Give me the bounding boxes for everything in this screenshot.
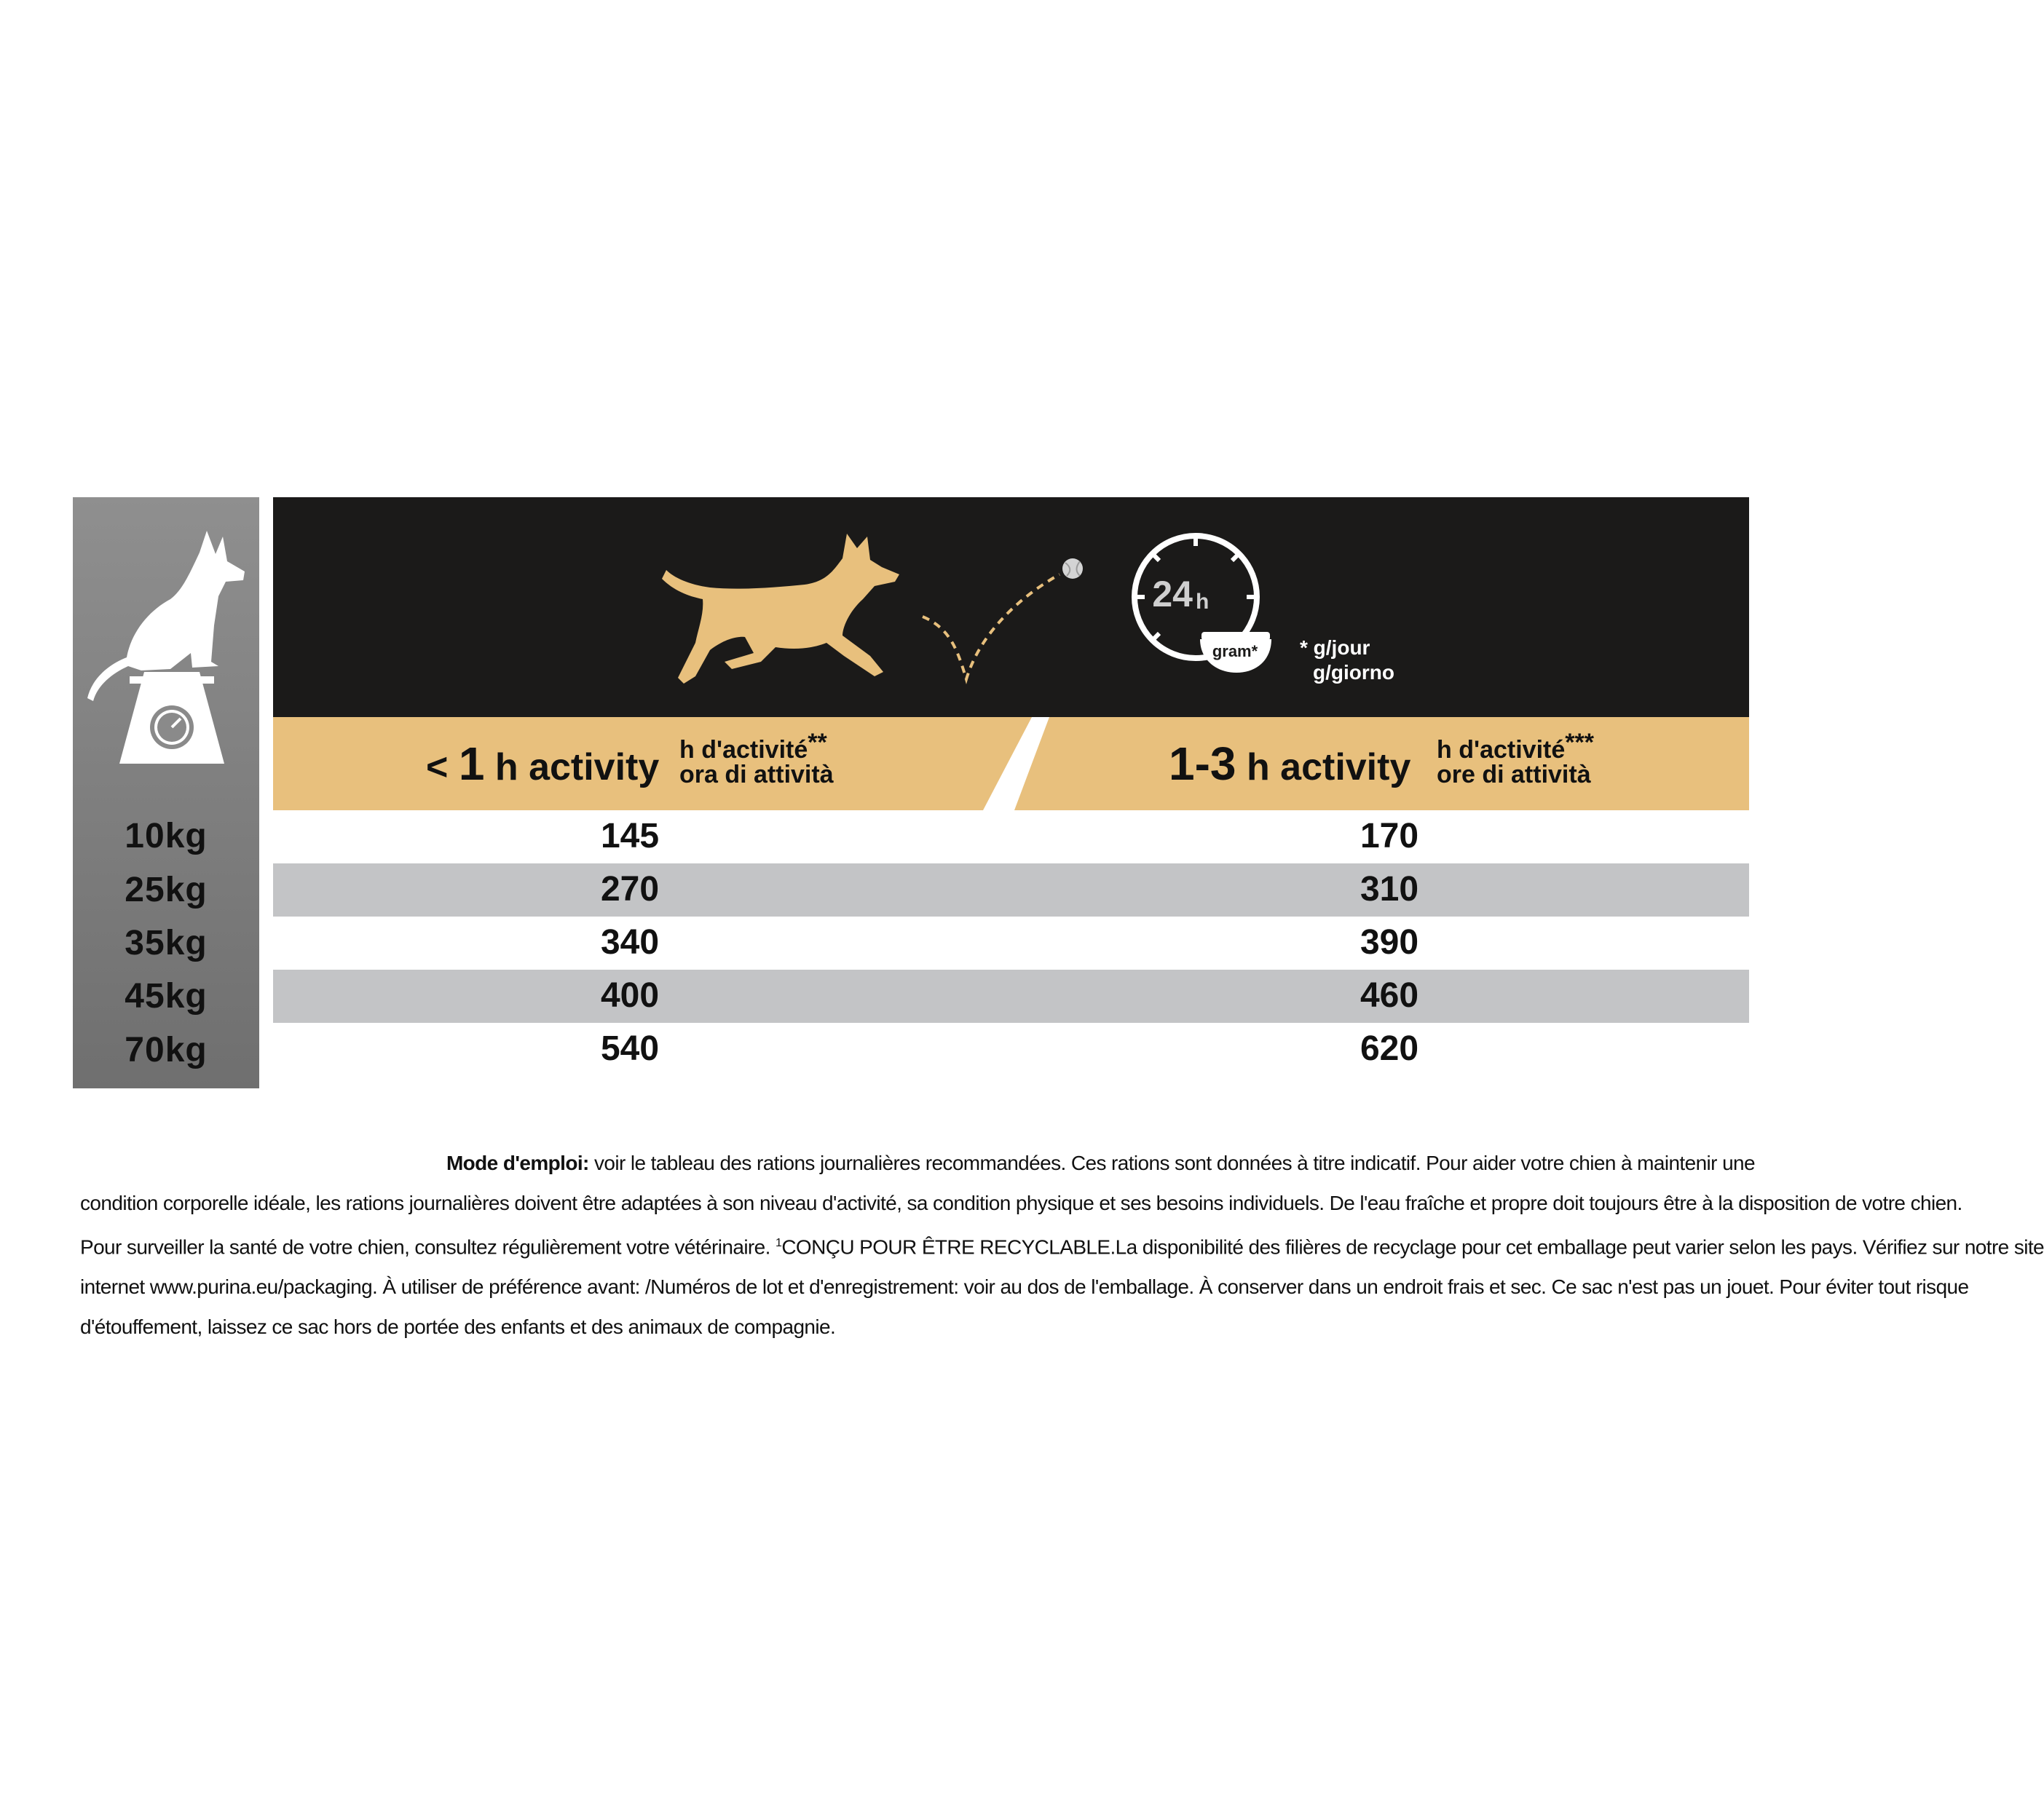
activity-low-translation <box>679 729 834 788</box>
instructions-line-1: voir le tableau des rations journalières recommandées. Ces rations sont données à titre indicatif. Pour aider votre chien à maintenir une <box>588 1152 1755 1174</box>
unit-label-jour: * g/jour <box>1300 636 1370 659</box>
ration-high: 390 <box>1360 923 1419 962</box>
table-row <box>273 970 1749 1023</box>
table-row <box>273 863 1749 917</box>
instructions-sup: 1 <box>776 1237 782 1249</box>
instructions-text <box>80 1143 2044 1347</box>
activity-low-prefix: < <box>426 746 459 788</box>
table-row <box>273 917 1749 970</box>
activity-low-stars: ** <box>808 729 827 756</box>
activity-high-translation <box>1437 729 1594 788</box>
activity-high-suffix: h activity <box>1236 746 1411 788</box>
activity-low-number: 1 <box>458 737 485 790</box>
instructions-line <box>80 1143 1755 1183</box>
bowl-label: gram* <box>1212 642 1258 660</box>
ration-low: 145 <box>600 817 660 855</box>
unit-label-giorno: g/giorno <box>1313 661 1394 684</box>
activity-low-it: ora di attività <box>679 761 834 788</box>
weight-label: 25kg <box>125 871 208 909</box>
ration-low: 270 <box>600 870 660 909</box>
instructions-recyclable: CONÇU POUR ÊTRE RECYCLABLE. <box>781 1235 1116 1259</box>
instructions-line <box>80 1223 2044 1267</box>
activity-low-title <box>426 737 660 790</box>
ration-low: 400 <box>600 976 660 1015</box>
weight-label: 35kg <box>125 924 208 962</box>
ration-low: 340 <box>600 923 660 962</box>
activity-high-number: 1-3 <box>1169 737 1236 790</box>
ration-high: 460 <box>1360 976 1419 1015</box>
instructions-line-4: internet www.purina.eu/packaging. À utiliser de préférence avant: /Numéros de lot et d'enregistrement: voir au dos de l'emballage. À conserver dans un endroit frais et sec. Ce sac n'est pas un jouet. Pour éviter tout risque <box>80 1275 1969 1299</box>
clock-24h-icon <box>1129 530 1289 683</box>
table-row <box>273 810 1749 863</box>
activity-low-suffix: h activity <box>484 746 660 788</box>
activity-low-fr: h d'activité <box>679 736 808 764</box>
ration-low: 540 <box>600 1029 660 1068</box>
activity-high-it: ore di attività <box>1437 761 1591 788</box>
weight-label: 70kg <box>125 1031 208 1069</box>
activity-high-fr: h d'activité <box>1437 736 1566 764</box>
instructions-line-5: d'étouffement, laissez ce sac hors de portée des enfants et des animaux de compagnie. <box>80 1315 836 1339</box>
weight-label: 10kg <box>125 817 208 855</box>
ration-high: 310 <box>1360 870 1419 909</box>
instructions-line-3b: La disponibilité des filières de recyclage pour cet emballage peut varier selon les pays. Vérifiez sur notre site <box>1115 1235 2044 1259</box>
activity-header <box>273 717 1749 810</box>
weight-sidebar <box>73 497 259 1088</box>
activity-high-title <box>1169 737 1411 790</box>
instructions-line-3a: Pour surveiller la santé de votre chien, consultez régulièrement votre vétérinaire. <box>80 1235 776 1259</box>
dog-on-scale-icon <box>83 523 250 771</box>
clock-24-text: 24 <box>1152 574 1193 614</box>
weight-label: 45kg <box>125 977 208 1016</box>
activity-high-stars: *** <box>1565 729 1594 756</box>
header-band <box>273 497 1749 717</box>
instructions-label: Mode d'emploi: <box>446 1152 589 1174</box>
ration-high: 620 <box>1360 1029 1419 1068</box>
running-dog-icon <box>652 526 1176 694</box>
instructions-line-2: condition corporelle idéale, les rations journalières doivent être adaptées à son niveau d'activité, sa condition physique et ses besoins individuels. De l'eau fraîche et propre doit toujours être à la disposition de votre chien. <box>80 1192 1962 1214</box>
ration-high: 170 <box>1360 817 1419 855</box>
clock-h-text: h <box>1196 590 1210 614</box>
table-row <box>273 1023 1749 1076</box>
